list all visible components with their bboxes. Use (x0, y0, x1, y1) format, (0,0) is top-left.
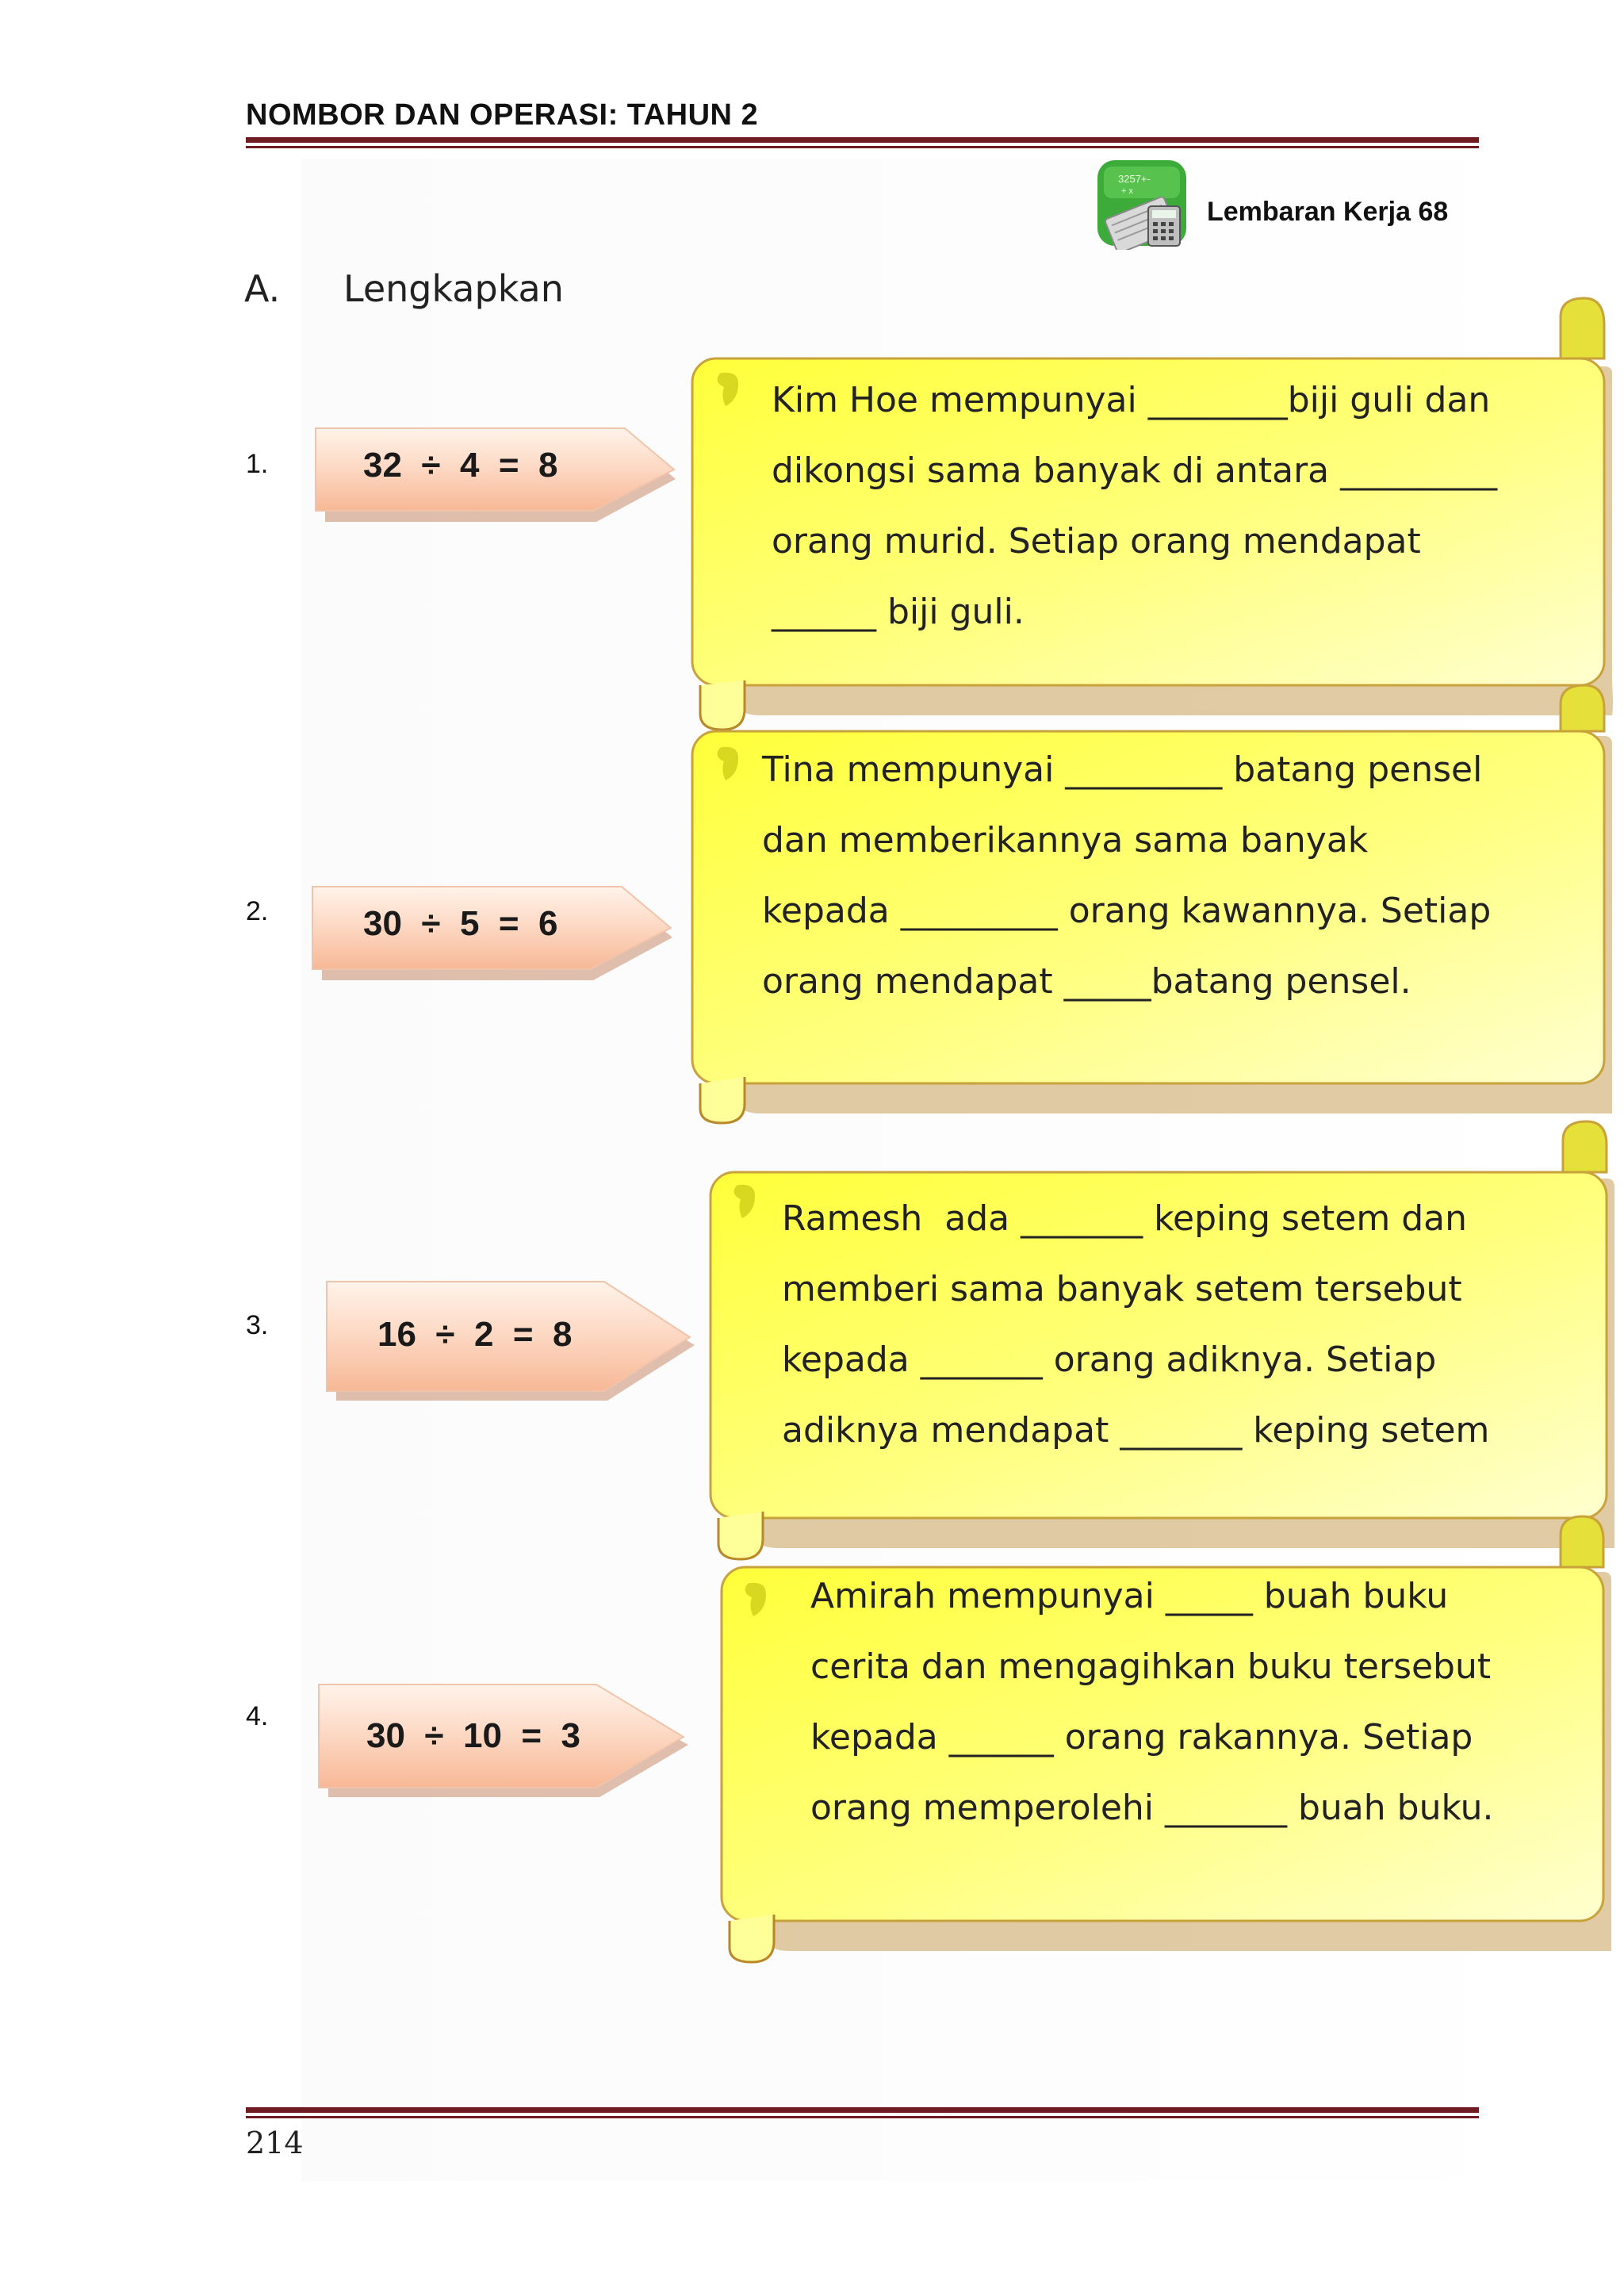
bubble-text (810, 1561, 1493, 1843)
bubble-line: adiknya mendapat _______ keping setem (782, 1410, 1490, 1451)
question-number: 1. (246, 449, 269, 479)
bubble-line: kepada _________ orang kawannya. Setiap (762, 891, 1492, 931)
bubble-line: orang murid. Setiap orang mendapat (772, 521, 1421, 562)
header-rule-thick (246, 137, 1479, 143)
bubble-line: kepada _______ orang adiknya. Setiap (782, 1340, 1437, 1380)
svg-text:+ x: + x (1121, 186, 1133, 196)
bubble-line: memberi sama banyak setem tersebut (782, 1269, 1462, 1309)
svg-text:3257+-: 3257+- (1118, 173, 1151, 185)
header-rule-thin (246, 146, 1479, 148)
bubble-line: Tina mempunyai _________ batang pensel (762, 749, 1483, 790)
equation-text: 16 ÷ 2 = 8 (377, 1315, 573, 1354)
question-number: 2. (246, 896, 269, 926)
equation-text: 30 ÷ 5 = 6 (363, 904, 558, 943)
section-letter: A. (244, 267, 281, 310)
equation-text: 30 ÷ 10 = 3 (366, 1716, 580, 1755)
worksheet-label: Lembaran Kerja 68 (1207, 197, 1449, 227)
bubble-line: Amirah mempunyai _____ buah buku (810, 1576, 1449, 1616)
bubble-line: kepada ______ orang rakannya. Setiap (810, 1717, 1473, 1757)
footer-rule-thick (246, 2107, 1479, 2113)
page-number: 214 (246, 2125, 304, 2160)
page-header-title: NOMBOR DAN OPERASI: TAHUN 2 (246, 98, 759, 132)
footer-rule-thin (246, 2116, 1479, 2118)
equation-text: 32 ÷ 4 = 8 (363, 446, 558, 485)
bubble-text (782, 1183, 1489, 1466)
bubble-line: orang memperolehi _______ buah buku. (810, 1788, 1494, 1828)
calculator-icon (1094, 159, 1193, 250)
bubble-text (762, 734, 1491, 1017)
bubble-line: dikongsi sama banyak di antara _________ (772, 450, 1498, 491)
bubble-line: cerita dan mengagihkan buku tersebut (810, 1646, 1492, 1687)
bubble-line: Ramesh ada _______ keping setem dan (782, 1198, 1467, 1239)
bubble-line: dan memberikannya sama banyak (762, 820, 1369, 861)
bubble-line: ______ biji guli. (772, 592, 1025, 632)
bubble-line: orang mendapat _____batang pensel. (762, 961, 1411, 1002)
question-number: 4. (246, 1701, 269, 1731)
question-number: 3. (246, 1310, 269, 1340)
bubble-text (772, 365, 1497, 647)
bubble-line: Kim Hoe mempunyai ________biji guli dan (772, 380, 1491, 420)
section-title: Lengkapkan (343, 267, 564, 310)
